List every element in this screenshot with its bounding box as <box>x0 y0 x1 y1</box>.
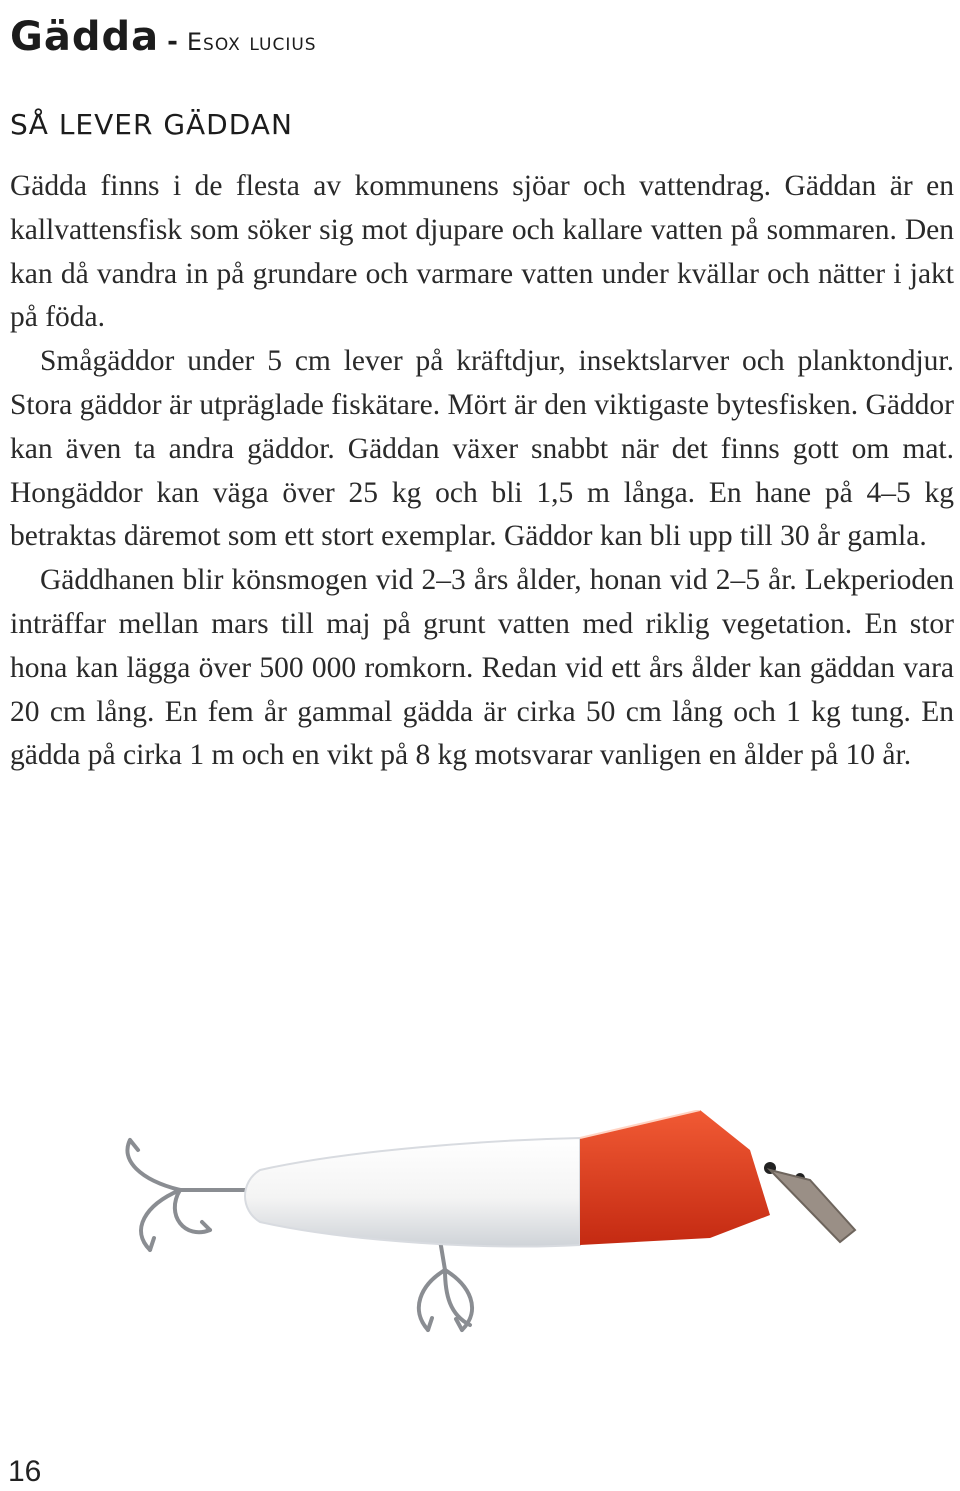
title-main: Gädda <box>10 14 160 60</box>
fishing-lure-icon <box>110 1110 870 1350</box>
lure-head-icon <box>580 1110 770 1245</box>
belly-hook-icon <box>419 1240 472 1330</box>
paragraph-habitat: Gädda finns i de flesta av kommunens sjöar och vattendrag. Gäddan är en kallvattensfisk som söker sig mot djupare och kallare vatten på sommaren. Den kan då vandra in på grundare och varmare vatten under kvällar och nätter i jakt på föda. <box>10 170 954 334</box>
lure-body-icon <box>245 1138 580 1246</box>
title-separator: - <box>167 27 179 57</box>
body-text <box>10 165 954 778</box>
page-number: 16 <box>8 1455 42 1488</box>
paragraph-diet: Smågäddor under 5 cm lever på kräftdjur, insektslarver och planktondjur. Stora gäddor är utpräglade fiskätare. Mört är den viktigaste bytesfisken. Gäddor kan även ta andra gäddor. Gäddan växer snabbt när det finns gott om mat. Hongäddor kan väga över 25 kg och bli 1,5 m långa. En hane på 4–5 kg betraktas däremot som ett stort exemplar. Gäddor kan bli upp till 30 år gamla. <box>10 345 954 553</box>
title-latin-name: Esox lucius <box>186 28 317 56</box>
diving-lip-icon <box>770 1170 855 1242</box>
rear-hook-icon <box>127 1140 260 1250</box>
page-title <box>10 14 317 60</box>
section-heading: SÅ LEVER GÄDDAN <box>10 108 293 141</box>
paragraph-reproduction: Gäddhanen blir könsmogen vid 2–3 års ålder, honan vid 2–5 år. Lekperioden inträffar mellan mars till maj på grunt vatten med riklig vegetation. En stor hona kan lägga över 500 000 romkorn. Redan vid ett års ålder kan gäddan vara 20 cm lång. En fem år gammal gädda är cirka 50 cm lång och 1 kg tung. En gädda på cirka 1 m och en vikt på 8 kg motsvarar vanligen en ålder på 10 år. <box>10 564 954 772</box>
